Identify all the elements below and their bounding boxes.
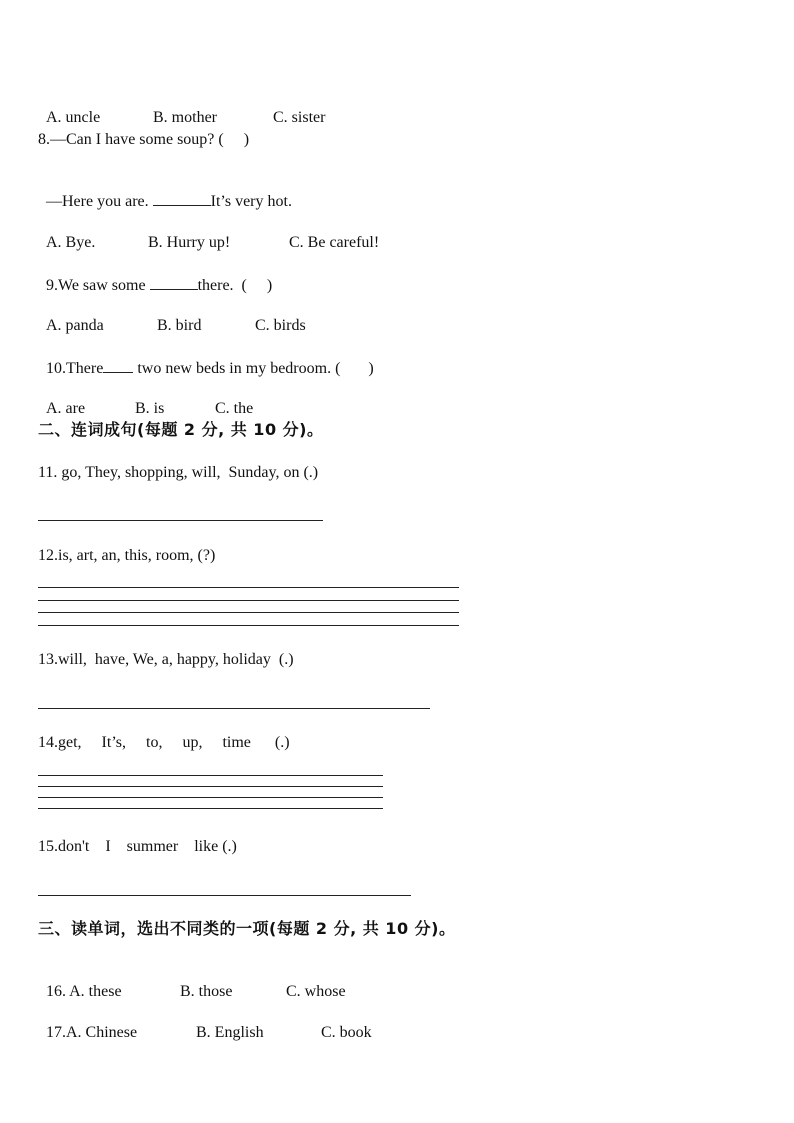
q14-answer-line-2[interactable] [38,786,383,787]
q12-prompt: 12.is, art, an, this, room, (?) [38,547,216,564]
q10-option-b: B. is [135,400,165,417]
q9-line [38,255,272,296]
q15-answer-line[interactable] [38,895,411,896]
q9-options [38,296,306,336]
q9-option-b: B. bird [157,317,202,334]
q17-option-b: B. English [196,1024,264,1041]
q7-option-c: C. sister [273,109,326,126]
q10-post: two new beds in my bedroom. ( ) [133,360,374,377]
q17-option-a: 17.A. Chinese [46,1024,138,1041]
q9-option-c: C. birds [255,317,306,334]
q12-answer-line-3[interactable] [38,612,459,613]
q8-option-b: B. Hurry up! [148,234,231,251]
q11-answer-line[interactable] [38,520,323,521]
q10-blank[interactable] [103,358,133,373]
q7-option-a: A. uncle [46,109,101,126]
q17-line [38,1003,372,1043]
q9-pre: 9.We saw some [46,277,150,294]
q14-answer-line-4[interactable] [38,808,383,809]
q8-line2 [38,171,292,212]
q14-prompt: 14.get, It’s, to, up, time (.) [38,734,290,751]
q8-blank[interactable] [153,191,211,206]
q8-line2-pre: —Here you are. [46,193,153,210]
q8-options [38,213,379,253]
q9-post: there. ( ) [197,277,273,294]
q10-option-a: A. are [46,400,86,417]
q8-line2-post: It’s very hot. [210,193,292,210]
q14-answer-line-1[interactable] [38,775,383,776]
q10-line [38,338,374,379]
q16-option-b: B. those [180,983,233,1000]
q13-answer-line[interactable] [38,708,430,709]
q12-answer-line-4[interactable] [38,625,459,626]
q8-line1: 8.—Can I have some soup? ( ) [38,131,250,148]
q8-option-a: A. Bye. [46,234,96,251]
q11-prompt: 11. go, They, shopping, will, Sunday, on (.) [38,464,319,481]
q13-prompt: 13.will, have, We, a, happy, holiday (.) [38,651,294,668]
q17-option-c: C. book [321,1024,372,1041]
q14-answer-line-3[interactable] [38,797,383,798]
q7-option-b: B. mother [153,109,217,126]
q7-options [38,88,325,128]
q9-option-a: A. panda [46,317,104,334]
q16-line [38,962,346,1002]
section-3-heading: 三、读单词，选出不同类的一项(每题 2 分, 共 10 分)。 [38,919,456,938]
q9-blank[interactable] [150,275,198,290]
q16-option-c: C. whose [286,983,346,1000]
section-2-heading: 二、连词成句(每题 2 分, 共 10 分)。 [38,420,324,439]
q15-prompt: 15.don't I summer like (.) [38,838,237,855]
q12-answer-line-2[interactable] [38,600,459,601]
q16-option-a: 16. A. these [46,983,122,1000]
q12-answer-line-1[interactable] [38,587,459,588]
q10-pre: 10.There [46,360,104,377]
q10-option-c: C. the [215,400,254,417]
q10-options [38,379,253,419]
q8-option-c: C. Be careful! [289,234,380,251]
